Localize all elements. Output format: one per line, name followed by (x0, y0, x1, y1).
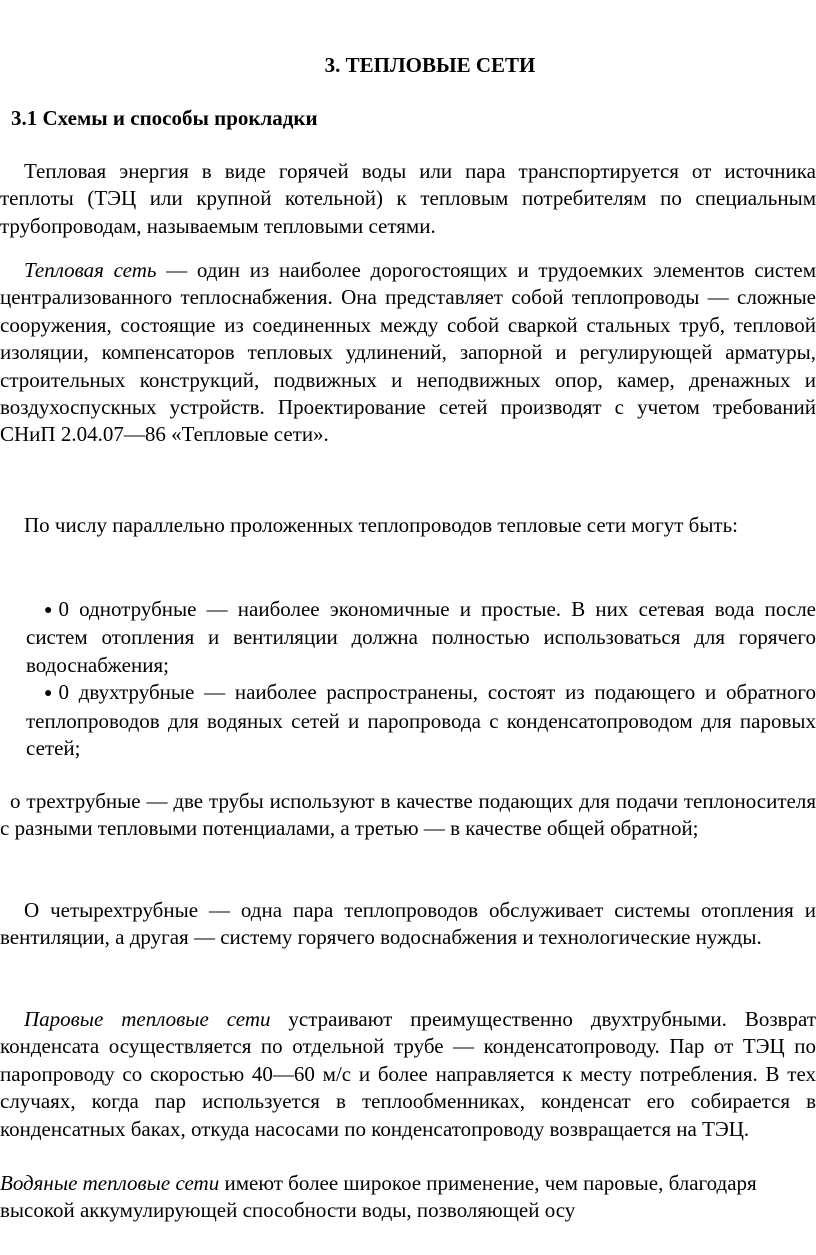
bullet-icon: ● (44, 686, 53, 702)
paragraph-heat-network-text: — один из наиболее дорогостоящих и трудоемких элементов систем централизованного теплоснабжения. Она представляет собой теплопроводы — сложные сооружения, состоящие из соединенных между собой сваркой стальных труб, тепловой изоляции, компенсаторов тепловых удлинений, запорной и регулирующей арматуры, строительных конструкций, подвижных и неподвижных опор, камер, дренажных и воздухоспускных устройств. Проектирование сетей производят с учетом требований СНиП 2.04.07—86 «Тепловые сети». (0, 258, 816, 447)
paragraph-steam-networks (0, 1006, 816, 1143)
paragraph-water-networks-text: имеют более широкое применение, чем паровые, благодаря высокой аккумулирующей способности воды, позволяющей осу (0, 1171, 757, 1223)
bullet-list (0, 596, 816, 762)
list-item (0, 679, 816, 762)
term-steam-networks: Паровые тепловые сети (24, 1007, 271, 1031)
term-heat-network: Тепловая сеть (24, 258, 157, 282)
paragraph-three-pipe: о трехтрубные — две трубы используют в качестве подающих для подачи теплоносителя с разными тепловыми потенциалами, а третью — в качестве общей обратной; (0, 789, 816, 841)
paragraph-four-pipe: О четырехтрубные — одна пара теплопроводов обслуживает системы отопления и вентиляции, а другая — систему горячего водоснабжения и технологические нужды. (0, 898, 816, 950)
paragraph-water-networks (0, 1170, 816, 1225)
paragraph-intro: Тепловая энергия в виде горячей воды или пара транспортируется от источника теплоты (ТЭЦ или крупной котельной) к тепловым потребителям по специальным трубопроводам, называемым тепловыми сетями. (0, 159, 816, 238)
list-item-text: 0 двухтрубные — наиболее распространены, состоят из подающего и обратного теплопроводов для водяных сетей и паропровода с конденсатопроводом для паровых сетей; (26, 680, 816, 761)
paragraph-heat-network (0, 257, 816, 449)
term-water-networks: Водяные тепловые сети (0, 1171, 220, 1195)
paragraph-steam-networks-text: устраивают преимущественно двухтрубными. Возврат конденсата осуществляется по отдельной трубе — конденсатопроводу. Пар от ТЭЦ по паропроводу со скоростью 40—60 м/с и более направляется к месту потребления. В тех случаях, когда пар используется в теплообменниках, конденсат его собирается в конденсатных баках, откуда насосами по конденсатопроводу возвращается на ТЭЦ. (0, 1007, 816, 1141)
paragraph-pipe-count: По числу параллельно проложенных теплопроводов тепловые сети могут быть: (24, 513, 739, 537)
list-item (0, 596, 816, 679)
page-title: 3. ТЕПЛОВЫЕ СЕТИ (324, 53, 536, 77)
section-heading: 3.1 Схемы и способы прокладки (11, 106, 318, 130)
bullet-icon: ● (44, 603, 53, 618)
list-item-text: 0 однотрубные — наиболее экономичные и простые. В них сетевая вода после систем отопления и вентиляции должна полностью использоваться для горячего водоснабжения; (26, 597, 816, 677)
